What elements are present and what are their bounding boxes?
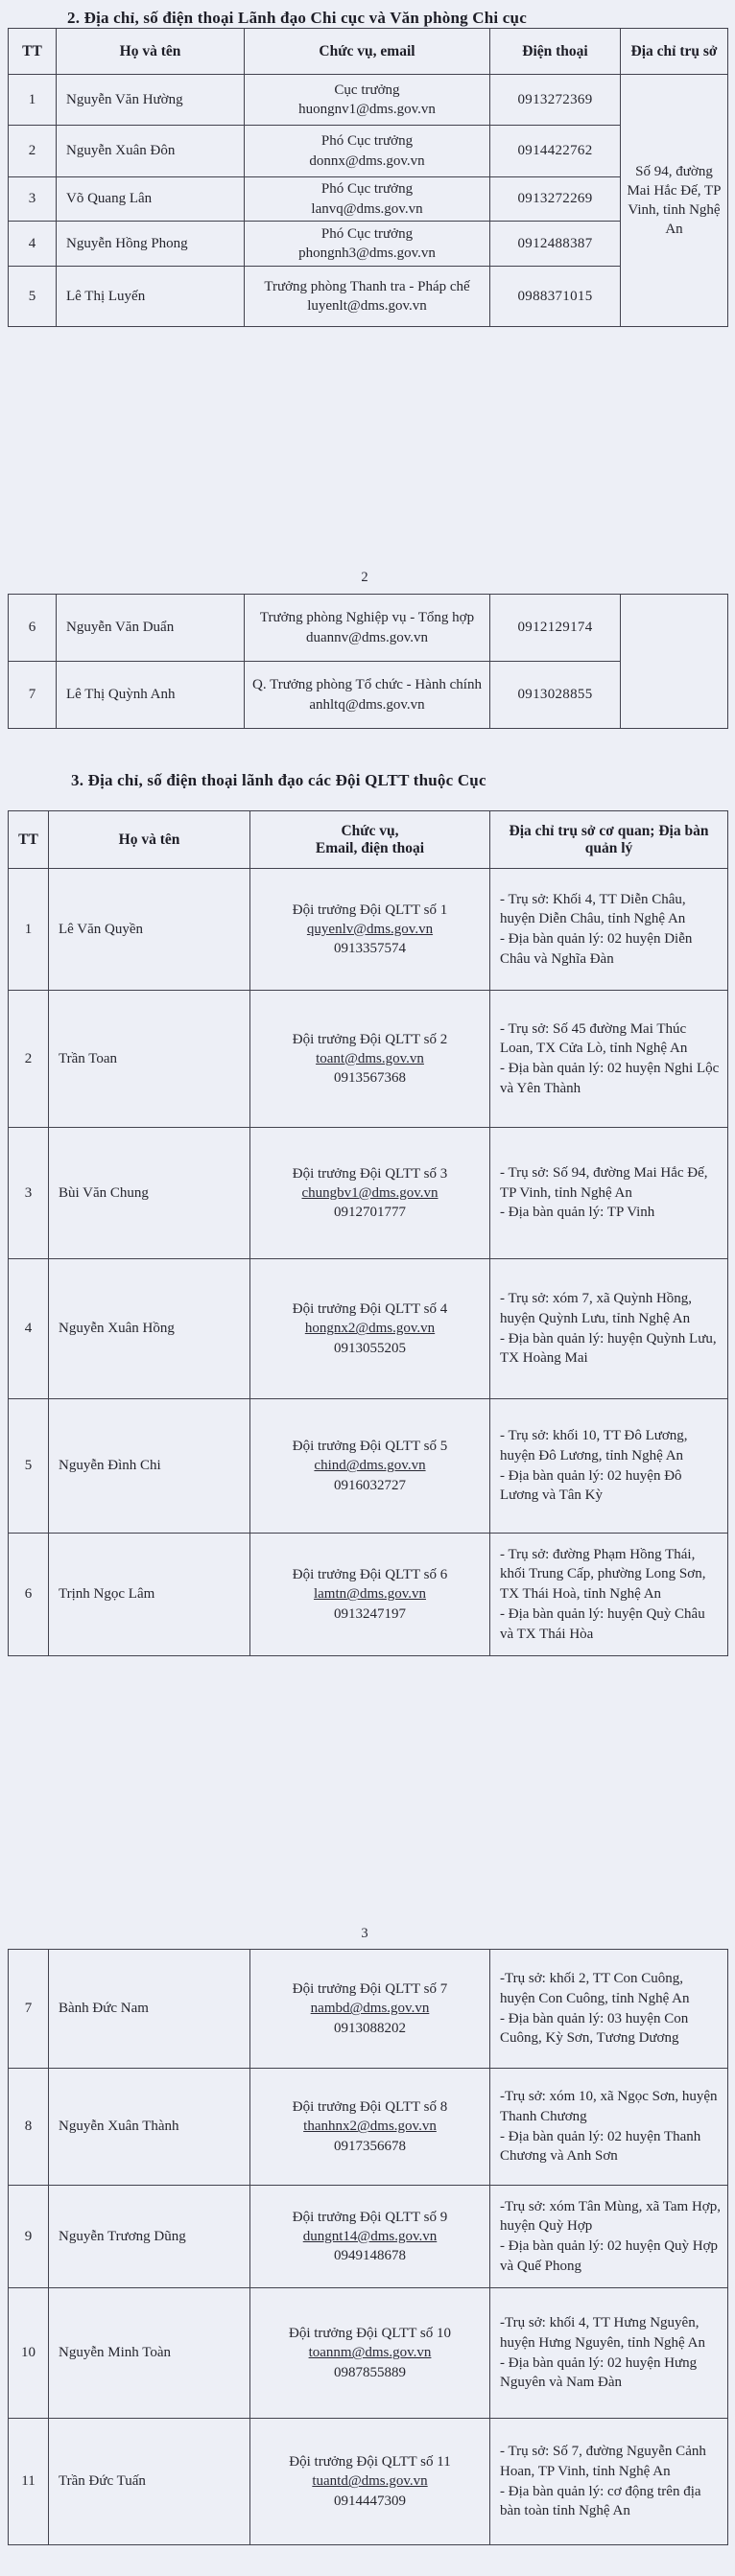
address-area-cell	[490, 869, 728, 991]
tt-cell: 7	[9, 662, 57, 729]
email-text: luyenlt@dms.gov.vn	[307, 298, 427, 314]
tt-cell: 2	[9, 126, 57, 177]
role-text: Đội trưởng Đội QLTT số 11	[289, 2454, 451, 2471]
role-email-cell	[245, 75, 490, 126]
name-cell: Trịnh Ngọc Lâm	[49, 1534, 250, 1656]
table-header-row	[9, 811, 728, 869]
office-address-text: - Trụ sở: Số 94, đường Mai Hắc Đế, TP Vinh, tỉnh Nghệ An	[500, 1164, 708, 1201]
office-address-text: - Trụ sở: xóm 7, xã Quỳnh Hồng, huyện Quỳnh Lưu, tỉnh Nghệ An	[500, 1291, 693, 1326]
col-header-tt: TT	[9, 29, 57, 75]
name-cell: Trần Toan	[49, 991, 250, 1128]
col-header-name: Họ và tên	[57, 29, 245, 75]
table-row	[9, 2186, 728, 2288]
managed-area-text: - Địa bàn quản lý: cơ động trên địa bàn toàn tỉnh Nghệ An	[500, 2483, 701, 2519]
office-address-text: - Trụ sở: khối 10, TT Đô Lương, huyện Đô Lương, tỉnh Nghệ An	[500, 1428, 688, 1464]
phone-text: 0987855889	[334, 2364, 406, 2380]
page-number-2: 2	[361, 570, 368, 585]
phone-text: 0949148678	[334, 2248, 406, 2264]
tt-cell: 1	[9, 75, 57, 126]
role-text: Phó Cục trưởng	[320, 181, 414, 198]
table-row	[9, 869, 728, 991]
phone-text: 0913088202	[334, 2020, 406, 2036]
role-text: Trưởng phòng Thanh tra - Pháp chế	[264, 278, 470, 294]
table-row	[9, 1950, 728, 2069]
email-link[interactable]: chind@dms.gov.vn	[314, 1458, 426, 1474]
col-header-role-email-phone: Chức vụ, Email, điện thoại	[250, 811, 490, 869]
phone-cell: 0912129174	[490, 595, 621, 662]
role-text: Cục trưởng	[334, 82, 400, 98]
col-header-role-email: Chức vụ, email	[245, 29, 490, 75]
role-email-cell	[245, 222, 490, 267]
role-text: Phó Cục trưởng	[320, 225, 414, 242]
role-email-phone-cell	[250, 1128, 490, 1259]
phone-cell: 0912488387	[490, 222, 621, 267]
table-header-row	[9, 29, 728, 75]
email-text: lanvq@dms.gov.vn	[311, 200, 423, 217]
managed-area-text: - Địa bàn quản lý: 02 huyện Hưng Nguyên và Nam Đàn	[500, 2354, 698, 2391]
role-text: Đội trưởng Đội QLTT số 5	[292, 1439, 448, 1455]
office-address-text: - Trụ sở: Khối 4, TT Diễn Châu, huyện Diễn Châu, tỉnh Nghệ An	[500, 891, 686, 927]
table-row	[9, 991, 728, 1128]
role-email-phone-cell	[250, 991, 490, 1128]
managed-area-text: - Địa bàn quản lý: 02 huyện Quỳ Hợp và Quế Phong	[500, 2238, 719, 2274]
tt-cell: 7	[9, 1950, 49, 2069]
address-area-cell	[490, 991, 728, 1128]
name-cell: Lê Văn Quyền	[49, 869, 250, 991]
address-area-cell	[490, 2288, 728, 2419]
col-header-tt: TT	[9, 811, 49, 869]
managed-area-text: - Địa bàn quản lý: TP Vinh	[500, 1205, 655, 1221]
tt-cell: 9	[9, 2186, 49, 2288]
email-link[interactable]: chungbv1@dms.gov.vn	[301, 1184, 439, 1201]
table-row	[9, 662, 728, 729]
name-cell: Lê Thị Quỳnh Anh	[57, 662, 245, 729]
role-email-phone-cell	[250, 869, 490, 991]
role-email-phone-cell	[250, 1399, 490, 1534]
name-cell: Bùi Văn Chung	[49, 1128, 250, 1259]
email-link[interactable]: nambd@dms.gov.vn	[310, 2001, 430, 2017]
page-number-3: 3	[361, 1926, 368, 1941]
role-email-cell	[245, 595, 490, 662]
shared-address-cell: Số 94, đường Mai Hắc Đế, TP Vinh, tỉnh Nghệ An	[621, 75, 728, 327]
name-cell: Võ Quang Lân	[57, 177, 245, 222]
page-break-gap	[0, 1656, 735, 1923]
email-link[interactable]: hongnx2@dms.gov.vn	[304, 1321, 436, 1337]
tt-cell: 5	[9, 267, 57, 327]
phone-text: 0912701777	[334, 1205, 406, 1221]
section2-title: 2. Địa chỉ, số điện thoại Lãnh đạo Chi cục và Văn phòng Chi cục	[67, 9, 527, 27]
role-text: Đội trưởng Đội QLTT số 3	[292, 1165, 448, 1182]
role-text: Phó Cục trưởng	[320, 133, 414, 150]
phone-cell: 0988371015	[490, 267, 621, 327]
table-row	[9, 2419, 728, 2545]
table-row	[9, 1259, 728, 1399]
col-header-address: Địa chỉ trụ sở	[621, 29, 728, 75]
role-email-phone-cell	[250, 1950, 490, 2069]
leadership-table-continued	[8, 594, 728, 729]
col-header-address-area: Địa chỉ trụ sở cơ quan; Địa bàn quản lý	[490, 811, 728, 869]
table-row	[9, 267, 728, 327]
name-cell: Bành Đức Nam	[49, 1950, 250, 2069]
office-address-text: - Trụ sở: đường Phạm Hồng Thái, khối Trung Cấp, phường Long Sơn, TX Thái Hoà, tỉnh Nghệ An	[500, 1546, 706, 1603]
tt-cell: 3	[9, 177, 57, 222]
name-cell: Nguyễn Xuân Đôn	[57, 126, 245, 177]
address-area-cell	[490, 2186, 728, 2288]
phone-text: 0913247197	[334, 1605, 406, 1622]
role-email-cell	[245, 126, 490, 177]
shared-address-cell-empty	[621, 595, 728, 729]
tt-cell: 5	[9, 1399, 49, 1534]
phone-cell: 0913272369	[490, 75, 621, 126]
name-cell: Nguyễn Xuân Hồng	[49, 1259, 250, 1399]
name-cell: Nguyễn Xuân Thành	[49, 2069, 250, 2186]
phone-text: 0914447309	[334, 2493, 406, 2509]
role-email-phone-cell	[250, 1534, 490, 1656]
tt-cell: 8	[9, 2069, 49, 2186]
tt-cell: 3	[9, 1128, 49, 1259]
email-link[interactable]: dungnt14@dms.gov.vn	[302, 2228, 438, 2244]
role-text: Trưởng phòng Nghiệp vụ - Tổng hợp	[259, 610, 475, 626]
address-area-cell	[490, 1534, 728, 1656]
email-text: phongnh3@dms.gov.vn	[298, 246, 436, 261]
role-email-cell	[245, 662, 490, 729]
tt-cell: 4	[9, 222, 57, 267]
tt-cell: 11	[9, 2419, 49, 2545]
section3-title: 3. Địa chỉ, số điện thoại lãnh đạo các Đội QLTT thuộc Cục	[71, 771, 486, 789]
table-row	[9, 222, 728, 267]
tt-cell: 1	[9, 869, 49, 991]
role-email-cell	[245, 267, 490, 327]
leadership-table	[8, 28, 728, 327]
address-area-cell	[490, 2069, 728, 2186]
qltt-teams-table	[8, 810, 728, 1656]
office-address-text: - Trụ sở: Số 45 đường Mai Thúc Loan, TX Cửa Lò, tỉnh Nghệ An	[500, 1020, 688, 1057]
tt-cell: 4	[9, 1259, 49, 1399]
name-cell: Trần Đức Tuấn	[49, 2419, 250, 2545]
email-text: anhltq@dms.gov.vn	[309, 696, 425, 713]
managed-area-text: - Địa bàn quản lý: huyện Quỳ Châu và TX Thái Hòa	[500, 1605, 705, 1642]
email-link[interactable]: thanhnx2@dms.gov.vn	[303, 2119, 437, 2135]
name-cell: Lê Thị Luyến	[57, 267, 245, 327]
phone-text: 0917356678	[334, 2138, 406, 2154]
email-text: donnx@dms.gov.vn	[309, 152, 425, 169]
phone-text: 0913357574	[334, 941, 406, 957]
office-address-text: -Trụ sở: khối 2, TT Con Cuông, huyện Con Cuông, tỉnh Nghệ An	[500, 1971, 690, 2006]
qltt-teams-table-continued	[8, 1949, 728, 2545]
table-row	[9, 1128, 728, 1259]
table-row	[9, 75, 728, 126]
office-address-text: -Trụ sở: khối 4, TT Hưng Nguyên, huyện Hưng Nguyên, tỉnh Nghệ An	[500, 2315, 705, 2351]
role-email-phone-cell	[250, 1259, 490, 1399]
phone-cell: 0913272269	[490, 177, 621, 222]
table-row	[9, 1399, 728, 1534]
role-email-phone-cell	[250, 2419, 490, 2545]
email-text: duannv@dms.gov.vn	[305, 629, 428, 645]
role-text: Đội trưởng Đội QLTT số 9	[292, 2209, 448, 2225]
name-cell: Nguyễn Văn Duẩn	[57, 595, 245, 662]
table-row	[9, 126, 728, 177]
role-email-cell	[245, 177, 490, 222]
table-row	[9, 595, 728, 662]
email-link[interactable]: tuantd@dms.gov.vn	[312, 2473, 428, 2490]
phone-cell: 0913028855	[490, 662, 621, 729]
tt-cell: 10	[9, 2288, 49, 2419]
managed-area-text: - Địa bàn quản lý: 03 huyện Con Cuông, Kỳ Sơn, Tương Dương	[500, 2010, 689, 2047]
address-area-cell	[490, 1128, 728, 1259]
phone-text: 0913055205	[334, 1340, 406, 1356]
managed-area-text: - Địa bàn quản lý: huyện Quỳnh Lưu, TX Hoàng Mai	[500, 1330, 717, 1367]
role-email-phone-cell	[250, 2069, 490, 2186]
role-email-phone-cell	[250, 2288, 490, 2419]
role-text: Đội trưởng Đội QLTT số 10	[289, 2326, 451, 2342]
name-cell: Nguyễn Đình Chi	[49, 1399, 250, 1534]
role-email-phone-cell	[250, 2186, 490, 2288]
managed-area-text: - Địa bàn quản lý: 02 huyện Diễn Châu và Nghĩa Đàn	[500, 931, 693, 967]
role-text: Đội trưởng Đội QLTT số 4	[292, 1301, 448, 1318]
phone-cell: 0914422762	[490, 126, 621, 177]
phone-text: 0916032727	[334, 1477, 406, 1493]
address-area-cell	[490, 1399, 728, 1534]
address-area-cell	[490, 1950, 728, 2069]
managed-area-text: - Địa bàn quản lý: 02 huyện Thanh Chương và Anh Sơn	[500, 2128, 701, 2165]
managed-area-text: - Địa bàn quản lý: 02 huyện Đô Lương và Tân Kỳ	[500, 1467, 682, 1504]
name-cell: Nguyễn Văn Hường	[57, 75, 245, 126]
role-text: Đội trưởng Đội QLTT số 8	[292, 2099, 448, 2116]
email-link[interactable]: toannm@dms.gov.vn	[308, 2345, 432, 2361]
tt-cell: 6	[9, 595, 57, 662]
role-text: Đội trưởng Đội QLTT số 7	[292, 1981, 448, 1998]
table-row	[9, 2288, 728, 2419]
office-address-text: -Trụ sở: xóm 10, xã Ngọc Sơn, huyện Thanh Chương	[500, 2089, 718, 2124]
role-text: Đội trưởng Đội QLTT số 6	[292, 1567, 448, 1583]
col-header-phone: Điện thoại	[490, 29, 621, 75]
page-break-gap	[0, 327, 735, 567]
col-header-name: Họ và tên	[49, 811, 250, 869]
email-link[interactable]: quyenlv@dms.gov.vn	[306, 921, 434, 937]
office-address-text: -Trụ sở: xóm Tân Mùng, xã Tam Hợp, huyện Quỳ Hợp	[500, 2198, 721, 2235]
table-row	[9, 177, 728, 222]
tt-cell: 6	[9, 1534, 49, 1656]
email-text: huongnv1@dms.gov.vn	[298, 102, 436, 117]
email-link[interactable]: toant@dms.gov.vn	[316, 1050, 424, 1066]
table-row	[9, 1534, 728, 1656]
address-area-cell	[490, 2419, 728, 2545]
name-cell: Nguyễn Hồng Phong	[57, 222, 245, 267]
managed-area-text: - Địa bàn quản lý: 02 huyện Nghi Lộc và Yên Thành	[500, 1061, 720, 1096]
name-cell: Nguyễn Trương Dũng	[49, 2186, 250, 2288]
tt-cell: 2	[9, 991, 49, 1128]
role-text: Q. Trưởng phòng Tổ chức - Hành chính	[252, 677, 482, 693]
role-text: Đội trưởng Đội QLTT số 2	[292, 1031, 448, 1047]
name-cell: Nguyễn Minh Toàn	[49, 2288, 250, 2419]
role-text: Đội trưởng Đội QLTT số 1	[292, 902, 448, 918]
office-address-text: - Trụ sở: Số 7, đường Nguyễn Cảnh Hoan, TP Vinh, tỉnh Nghệ An	[500, 2444, 706, 2479]
table-row	[9, 2069, 728, 2186]
address-area-cell	[490, 1259, 728, 1399]
email-link[interactable]: lamtn@dms.gov.vn	[313, 1586, 426, 1603]
phone-text: 0913567368	[334, 1070, 406, 1087]
